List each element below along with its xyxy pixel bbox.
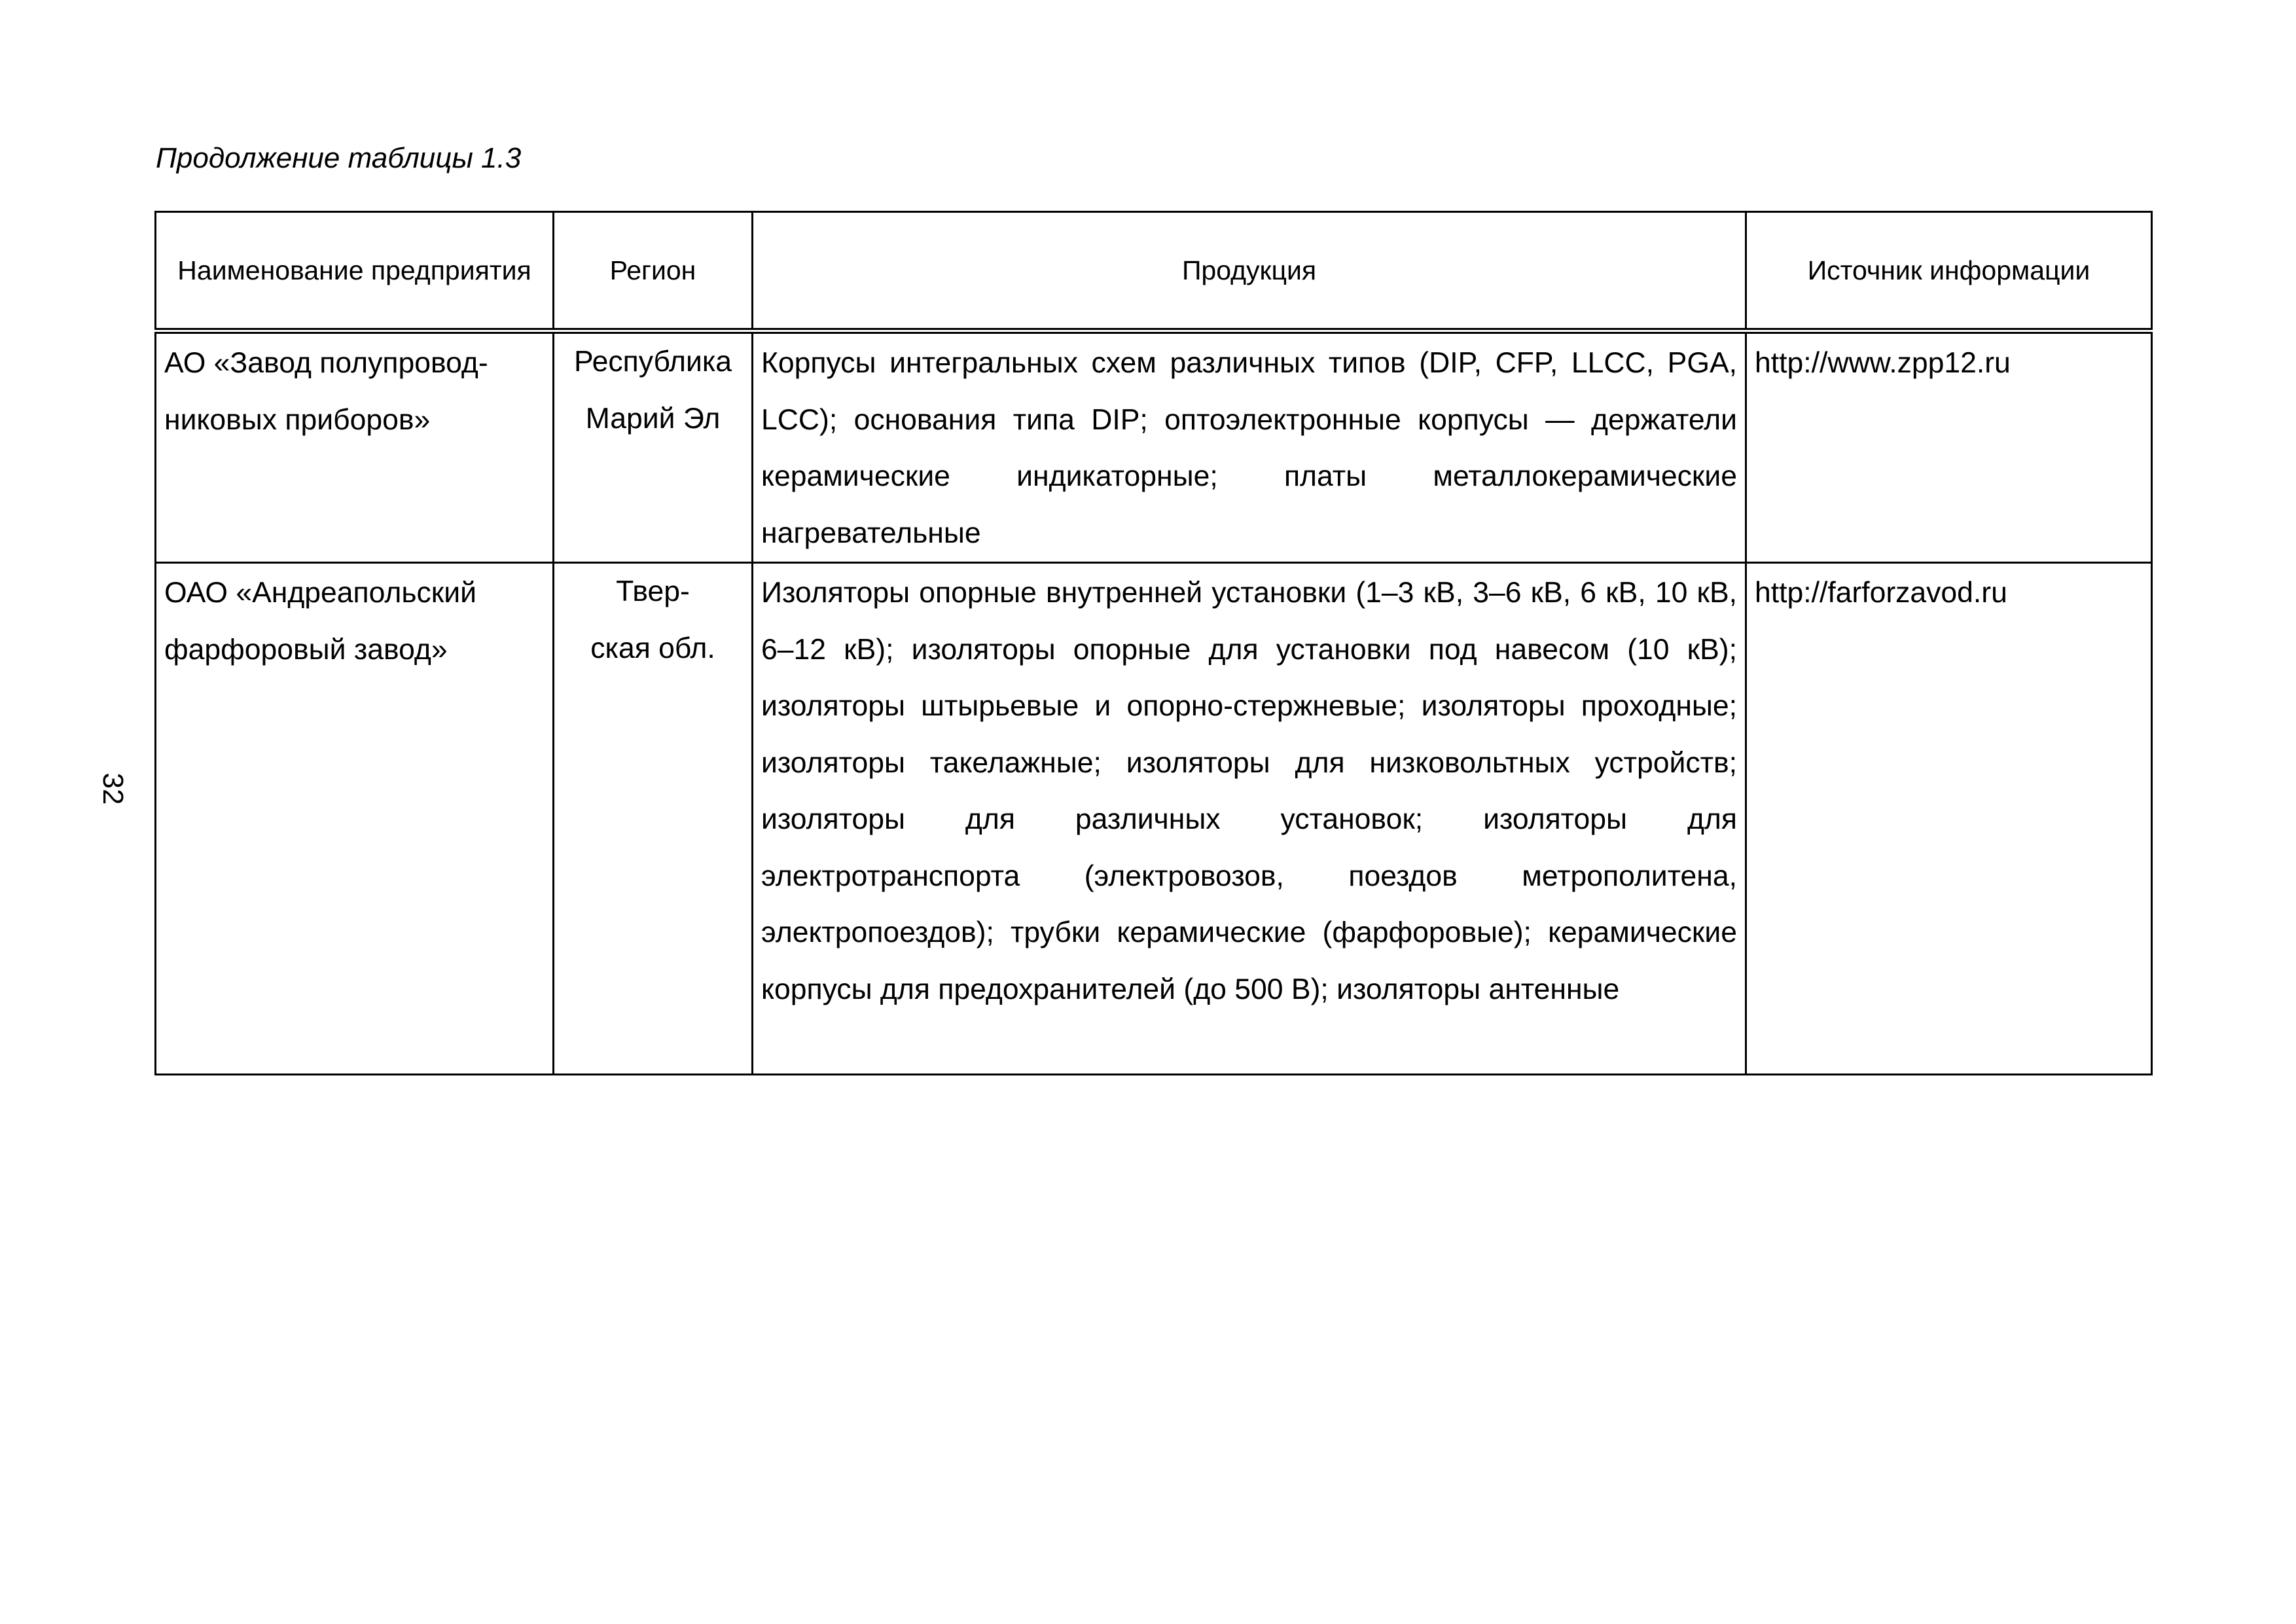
page-number-text: 32 <box>97 772 129 805</box>
cell-region <box>554 563 753 1075</box>
product-text: Корпусы интегральных схем различных типов (DIP, CFP, LLCC, PGA, LCC); основания типа DIP; оптоэлектронные корпусы — держатели керамические индикаторные; платы металлокерамические нагревательные <box>761 347 1737 549</box>
header-source: Источник информации <box>1746 212 2152 331</box>
cell-source <box>1746 331 2152 563</box>
region-line-1: Твер- <box>616 575 690 607</box>
enterprise-name: АО «Завод полупроводниковых приборов» <box>164 347 488 436</box>
product-text: Изоляторы опорные внутренней установки (1–3 кВ, 3–6 кВ, 6 кВ, 10 кВ, 6–12 кВ); изоляторы опорные для установки под навесом (10 кВ); изоляторы штырьевые и опорно-стержневые; изоляторы проходные; изоляторы такелажные; изоляторы для низковольтных устройств; изоляторы для различных установок; изоляторы для электротранспорта (электровозов, поездов метрополитена, электропоездов); трубки керамические (фарфоровые); керамические корпусы для предохранителей (до 500 В); изоляторы антенные <box>761 577 1737 1005</box>
header-name: Наименование предприятия <box>156 212 554 331</box>
cell-region <box>554 331 753 563</box>
cell-name <box>156 331 554 563</box>
source-link[interactable]: http://farforzavod.ru <box>1755 577 2007 609</box>
header-product: Продукция <box>753 212 1746 331</box>
region-line-2: ская обл. <box>590 632 715 664</box>
table-header-row <box>156 212 2152 331</box>
table-caption: Продолжение таблицы 1.3 <box>156 142 522 174</box>
cell-name <box>156 563 554 1075</box>
cell-product <box>753 563 1746 1075</box>
header-region: Регион <box>554 212 753 331</box>
table-row <box>156 563 2152 1075</box>
region-line-1: Республика <box>573 346 732 378</box>
enterprise-name: ОАО «Андреапольский фарфоровый завод» <box>164 577 476 666</box>
region-line-2: Марий Эл <box>585 402 721 435</box>
cell-product <box>753 331 1746 563</box>
table-row <box>156 331 2152 563</box>
enterprises-table <box>154 211 2153 1075</box>
cell-source <box>1746 563 2152 1075</box>
source-link[interactable]: http://www.zpp12.ru <box>1755 347 2011 379</box>
